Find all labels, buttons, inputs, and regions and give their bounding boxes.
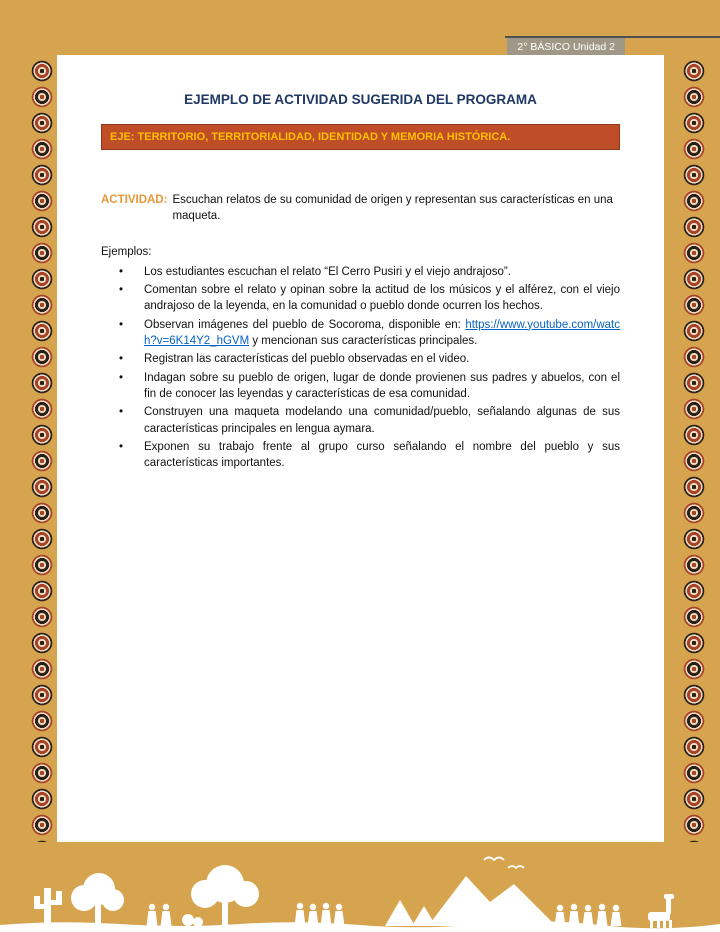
activity-label: ACTIVIDAD:	[101, 194, 168, 206]
bullet-text: Construyen una maqueta modelando una comunidad/pueblo, señalando algunas de sus características principales en lengua aymara.	[144, 406, 620, 435]
bullet-text-before: Observan imágenes del pueblo de Socoroma, disponible en:	[144, 318, 466, 331]
list-item	[101, 370, 620, 403]
list-item	[101, 317, 620, 350]
list-item	[101, 404, 620, 437]
list-item	[101, 282, 620, 315]
activity-paragraph	[101, 192, 620, 225]
unit-badge-label: 2° BÁSICO Unidad 2	[517, 41, 615, 53]
youtube-link[interactable]: https://www.youtube.com/watch?v=6K14Y2_hGVM	[144, 318, 620, 347]
activity-text: Escuchan relatos de su comunidad de origen y representan sus características en una maqueta.	[172, 194, 613, 223]
document-page	[57, 55, 664, 842]
bullet-text: Comentan sobre el relato y opinan sobre la actitud de los músicos y el alférez, con el viejo andrajoso de la leyenda, en la comunidad o pueblo donde ocurren los hechos.	[144, 283, 620, 313]
bullet-text: Los estudiantes escuchan el relato “El Cerro Pusiri y el viejo andrajoso”.	[144, 265, 511, 278]
bullet-text-after: y mencionan sus características principales.	[249, 334, 478, 347]
decorative-border-left-icon	[29, 58, 55, 842]
unit-badge	[507, 38, 625, 56]
eje-banner-label: EJE: TERRITORIO, TERRITORIALIDAD, IDENTIDAD Y MEMORIA HISTÓRICA.	[110, 131, 511, 143]
bullet-text: Indagan sobre su pueblo de origen, lugar de donde provienen sus padres y abuelos, con el fin de conocer las leyendas y características de esa comunidad.	[144, 371, 620, 400]
bullet-text: Exponen su trabajo frente al grupo curso señalando el nombre del pueblo y sus características importantes.	[144, 440, 620, 470]
examples-heading: Ejemplos:	[101, 245, 152, 258]
list-item	[101, 439, 620, 472]
landscape-silhouette-icon	[0, 840, 720, 932]
page-title: EJEMPLO DE ACTIVIDAD SUGERIDA DEL PROGRAMA	[184, 92, 537, 107]
list-item	[101, 351, 620, 367]
examples-list	[101, 264, 620, 472]
eje-banner	[101, 124, 620, 150]
bullet-text: Registran las características del pueblo observadas en el video.	[144, 353, 470, 366]
list-item	[101, 264, 620, 280]
decorative-border-right-icon	[681, 58, 707, 842]
